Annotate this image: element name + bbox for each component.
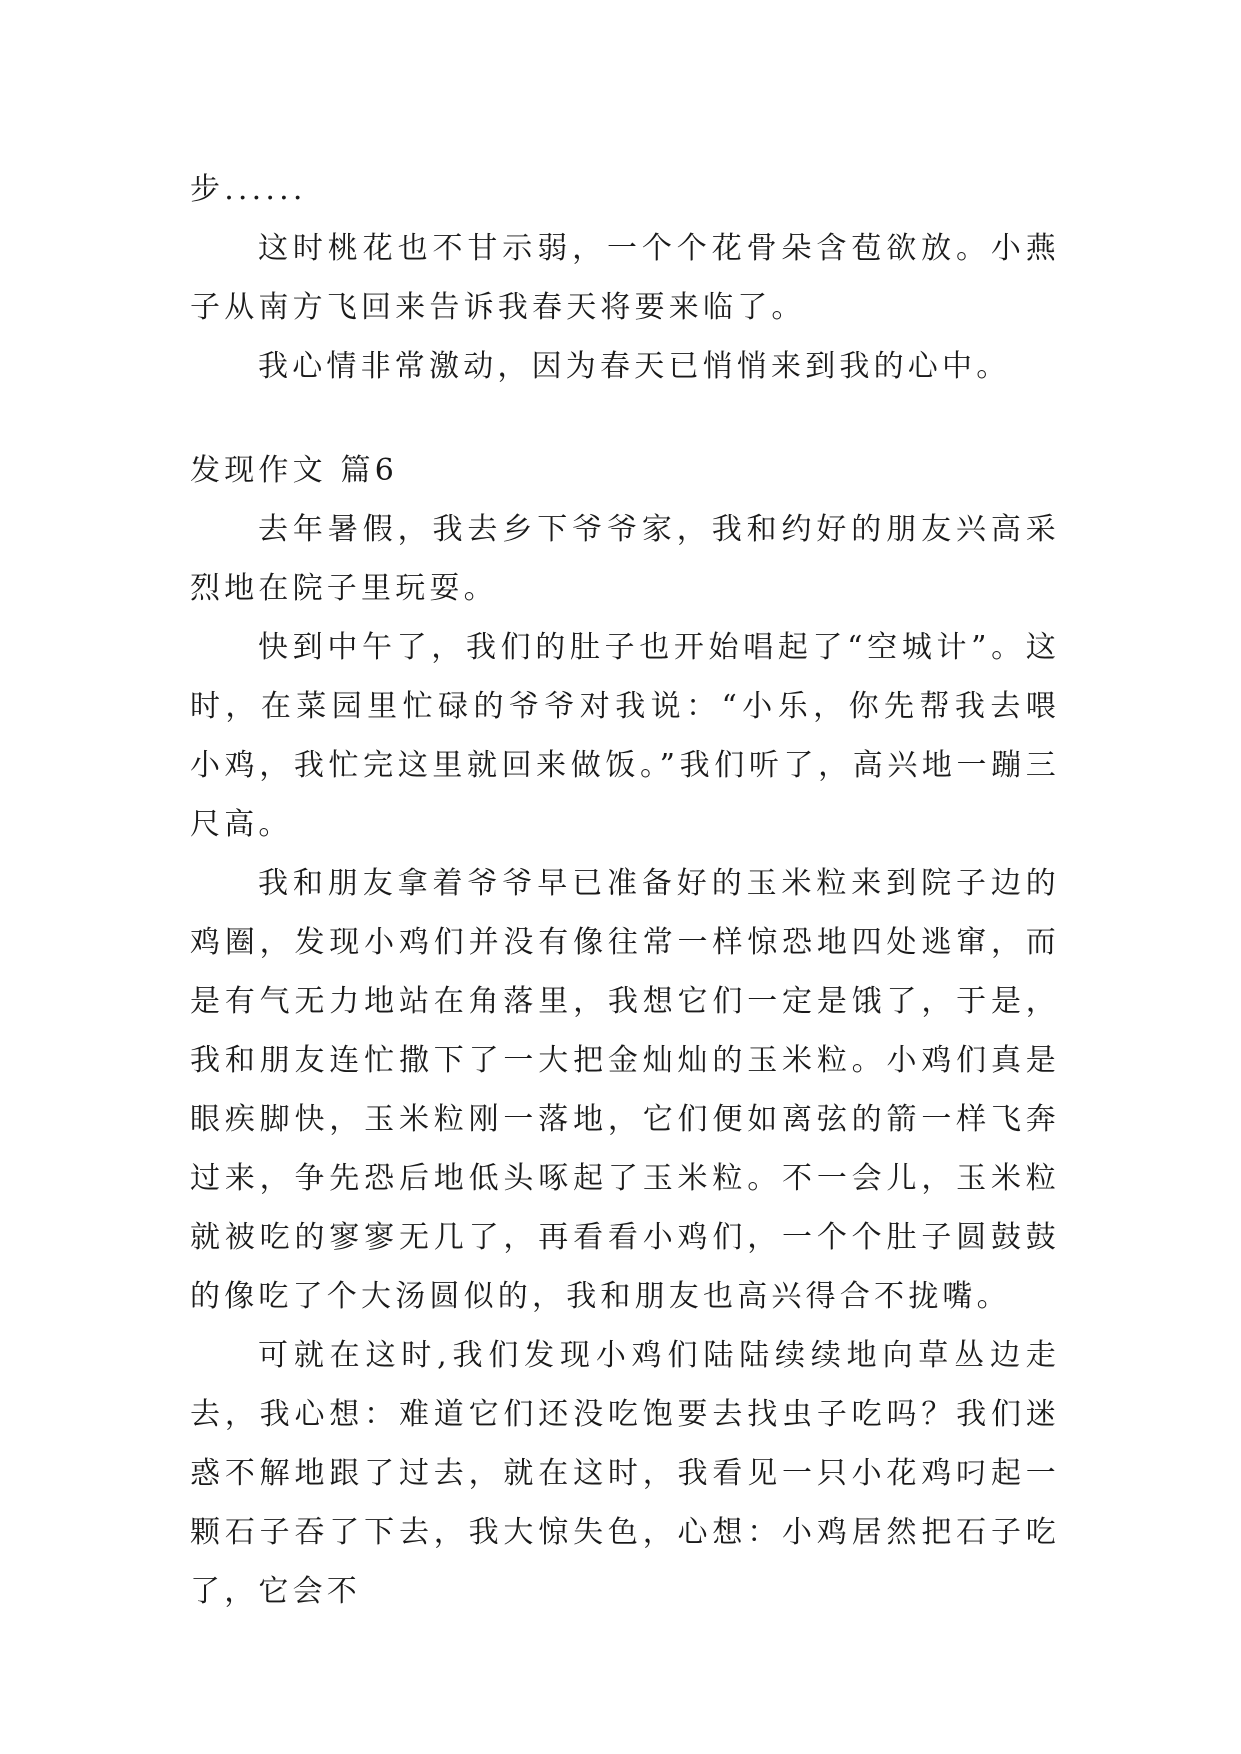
continued-text: 步...... [190, 172, 307, 207]
paragraph: 我和朋友拿着爷爷早已准备好的玉米粒来到院子边的鸡圈，发现小鸡们并没有像往常一样惊恐地四处逃窜，而是有气无力地站在角落里，我想它们一定是饿了，于是，我和朋友连忙撒下了一大把金灿灿的玉米粒。小鸡们真是眼疾脚快，玉米粒刚一落地，它们便如离弦的箭一样飞奔过来，争先恐后地低头啄起了玉米粒。不一会儿，玉米粒就被吃的寥寥无几了，再看看小鸡们，一个个肚子圆鼓鼓的像吃了个大汤圆似的，我和朋友也高兴得合不拢嘴。 [190, 866, 1060, 1314]
paragraph: 这时桃花也不甘示弱，一个个花骨朵含苞欲放。小燕子从南方飞回来告诉我春天将要来临了。 [190, 231, 1060, 325]
section-title: 发现作文 篇6 [190, 453, 399, 488]
paragraph: 我心情非常激动，因为春天已悄悄来到我的心中。 [258, 349, 1011, 384]
paragraph: 去年暑假，我去乡下爷爷家，我和约好的朋友兴高采烈地在院子里玩耍。 [190, 512, 1060, 606]
document-page [190, 160, 1060, 1621]
paragraph: 快到中午了，我们的肚子也开始唱起了“空城计”。这时，在菜园里忙碌的爷爷对我说：“小乐，你先帮我去喂小鸡，我忙完这里就回来做饭。”我们听了，高兴地一蹦三尺高。 [190, 630, 1060, 842]
paragraph: 可就在这时,我们发现小鸡们陆陆续续地向草丛边走去，我心想：难道它们还没吃饱要去找虫子吃吗？我们迷惑不解地跟了过去，就在这时，我看见一只小花鸡叼起一颗石子吞了下去，我大惊失色，心想：小鸡居然把石子吃了，它会不 [190, 1338, 1060, 1609]
